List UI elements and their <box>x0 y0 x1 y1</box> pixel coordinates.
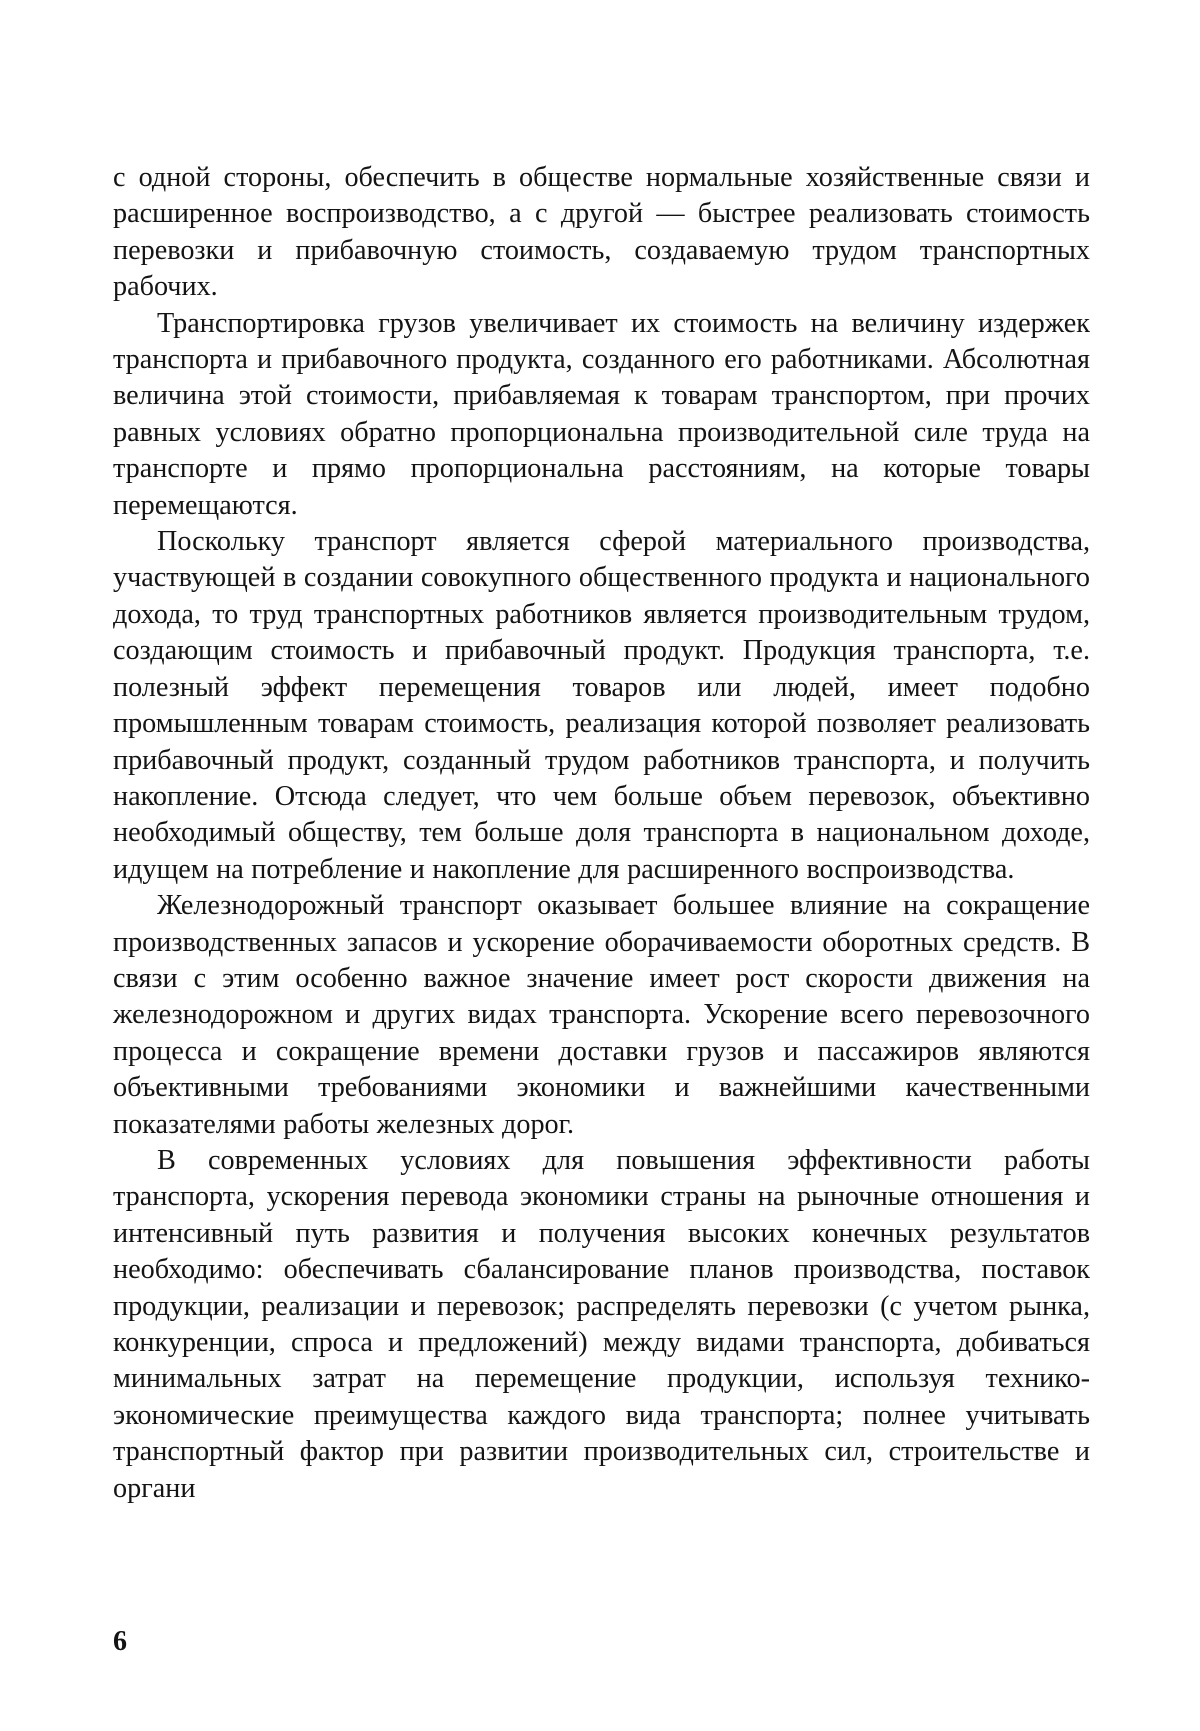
paragraph-2: Транспортировка грузов увеличивает их стоимость на величину издержек транспорта и прибавочного продукта, созданного его работниками. Абсолютная величина этой стоимости, прибавляемая к товарам транспортом, при прочих равных условиях обратно пропорциональна производительной силе труда на транспорте и прямо пропорциональна расстояниям, на которые товары перемещаются. <box>113 307 1090 521</box>
page-number: 6 <box>113 1626 127 1657</box>
paragraph-1: с одной стороны, обеспечить в обществе нормальные хозяйственные связи и расширенное воспроизводство, а с другой — быстрее реализовать стоимость перевозки и прибавочную стоимость, создаваемую трудом транспортных рабочих. <box>113 162 1090 303</box>
body-text <box>113 160 1090 1507</box>
paragraph-4: Железнодорожный транспорт оказывает большее влияние на сокращение производственных запасов и ускорение оборачиваемости оборотных средств. В связи с этим особенно важное значение имеет рост скорости движения на железнодорожном и других видах транспорта. Ускорение всего перевозочного процесса и сокращение времени доставки грузов и пассажиров являются объективными требованиями экономики и важнейшими качественными показателями работы железных дорог. <box>113 890 1090 1140</box>
paragraph-3: Поскольку транспорт является сферой материального производства, участвующей в создании совокупного общественного продукта и национального дохода, то труд транспортных работников является производительным трудом, создающим стоимость и прибавочный продукт. Продукция транспорта, т.е. полезный эффект перемещения товаров или людей, имеет подобно промышленным товарам стоимость, реализация которой позволяет реализовать прибавочный продукт, созданный трудом работников транспорта, и получить накопление. Отсюда следует, что чем больше объем перевозок, объективно необходимый обществу, тем больше доля транспорта в национальном доходе, идущем на потребление и накопление для расширенного воспроизводства. <box>113 526 1090 885</box>
paragraph-5: В современных условиях для повышения эффективности работы транспорта, ускорения перевода экономики страны на рыночные отношения и интенсивный путь развития и получения высоких конечных результатов необходимо: обеспечивать сбалансирование планов производства, поставок продукции, реализации и перевозок; распределять перевозки (с учетом рынка, конкуренции, спроса и предложений) между видами транспорта, добиваться минимальных затрат на перемещение продукции, используя технико-экономические преимущества каждого вида транспорта; полнее учитывать транспортный фактор при развитии производительных сил, строительстве и органи <box>113 1144 1090 1504</box>
